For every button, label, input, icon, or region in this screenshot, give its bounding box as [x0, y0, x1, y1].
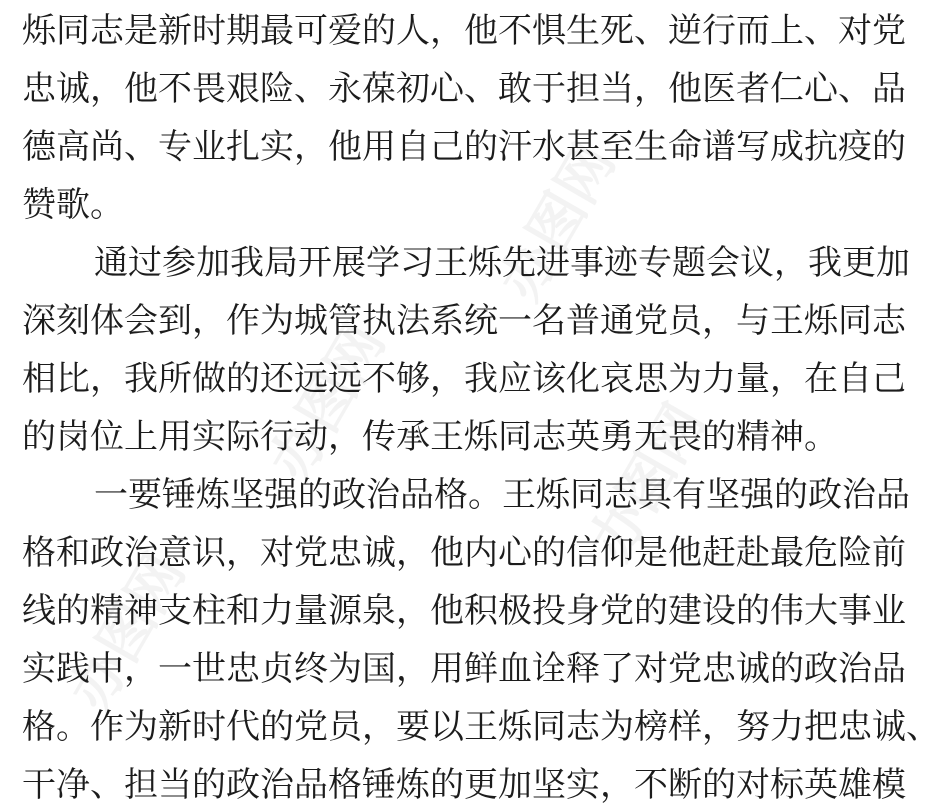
paragraph-first-line: 通过参加我局开展学习王烁先进事迹专题会议，我更加	[94, 243, 910, 283]
text-line: 赞歌。	[22, 185, 124, 225]
text-line: 干净、担当的政治品格锤炼的更加坚实，不断的对标英雄模	[22, 765, 906, 805]
watermark: 办图网	[57, 543, 199, 722]
text-line: 深刻体会到，作为城管执法系统一名普通党员，与王烁同志	[22, 301, 906, 341]
paragraph-first-line: 一要锤炼坚强的政治品格。王烁同志具有坚强的政治品	[94, 475, 910, 515]
text-line: 线的精神支柱和力量源泉，他积极投身党的建设的伟大事业	[22, 591, 906, 631]
text-line: 忠诚，他不畏艰险、永葆初心、敢于担当，他医者仁心、品	[22, 69, 906, 109]
text-line: 德高尚、专业扎实，他用自己的汗水甚至生命谱写成抗疫的	[22, 127, 906, 167]
watermark: 办图网	[487, 133, 629, 312]
text-line: 的岗位上用实际行动，传承王烁同志英勇无畏的精神。	[22, 417, 838, 457]
text-line: 烁同志是新时期最可爱的人，他不惧生死、逆行而上、对党	[22, 11, 906, 51]
text-line: 格和政治意识，对党忠诚，他内心的信仰是他赶赴最危险前	[22, 533, 906, 573]
watermark: 办图网	[577, 393, 719, 572]
text-line: 实践中，一世忠贞终为国，用鲜血诠释了对党忠诚的政治品	[22, 649, 906, 689]
text-line: 格。作为新时代的党员，要以王烁同志为榜样，努力把忠诚、	[22, 707, 940, 747]
text-line: 相比，我所做的还远远不够，我应该化哀思为力量，在自己	[22, 359, 906, 399]
watermark: 办图网	[257, 313, 399, 492]
